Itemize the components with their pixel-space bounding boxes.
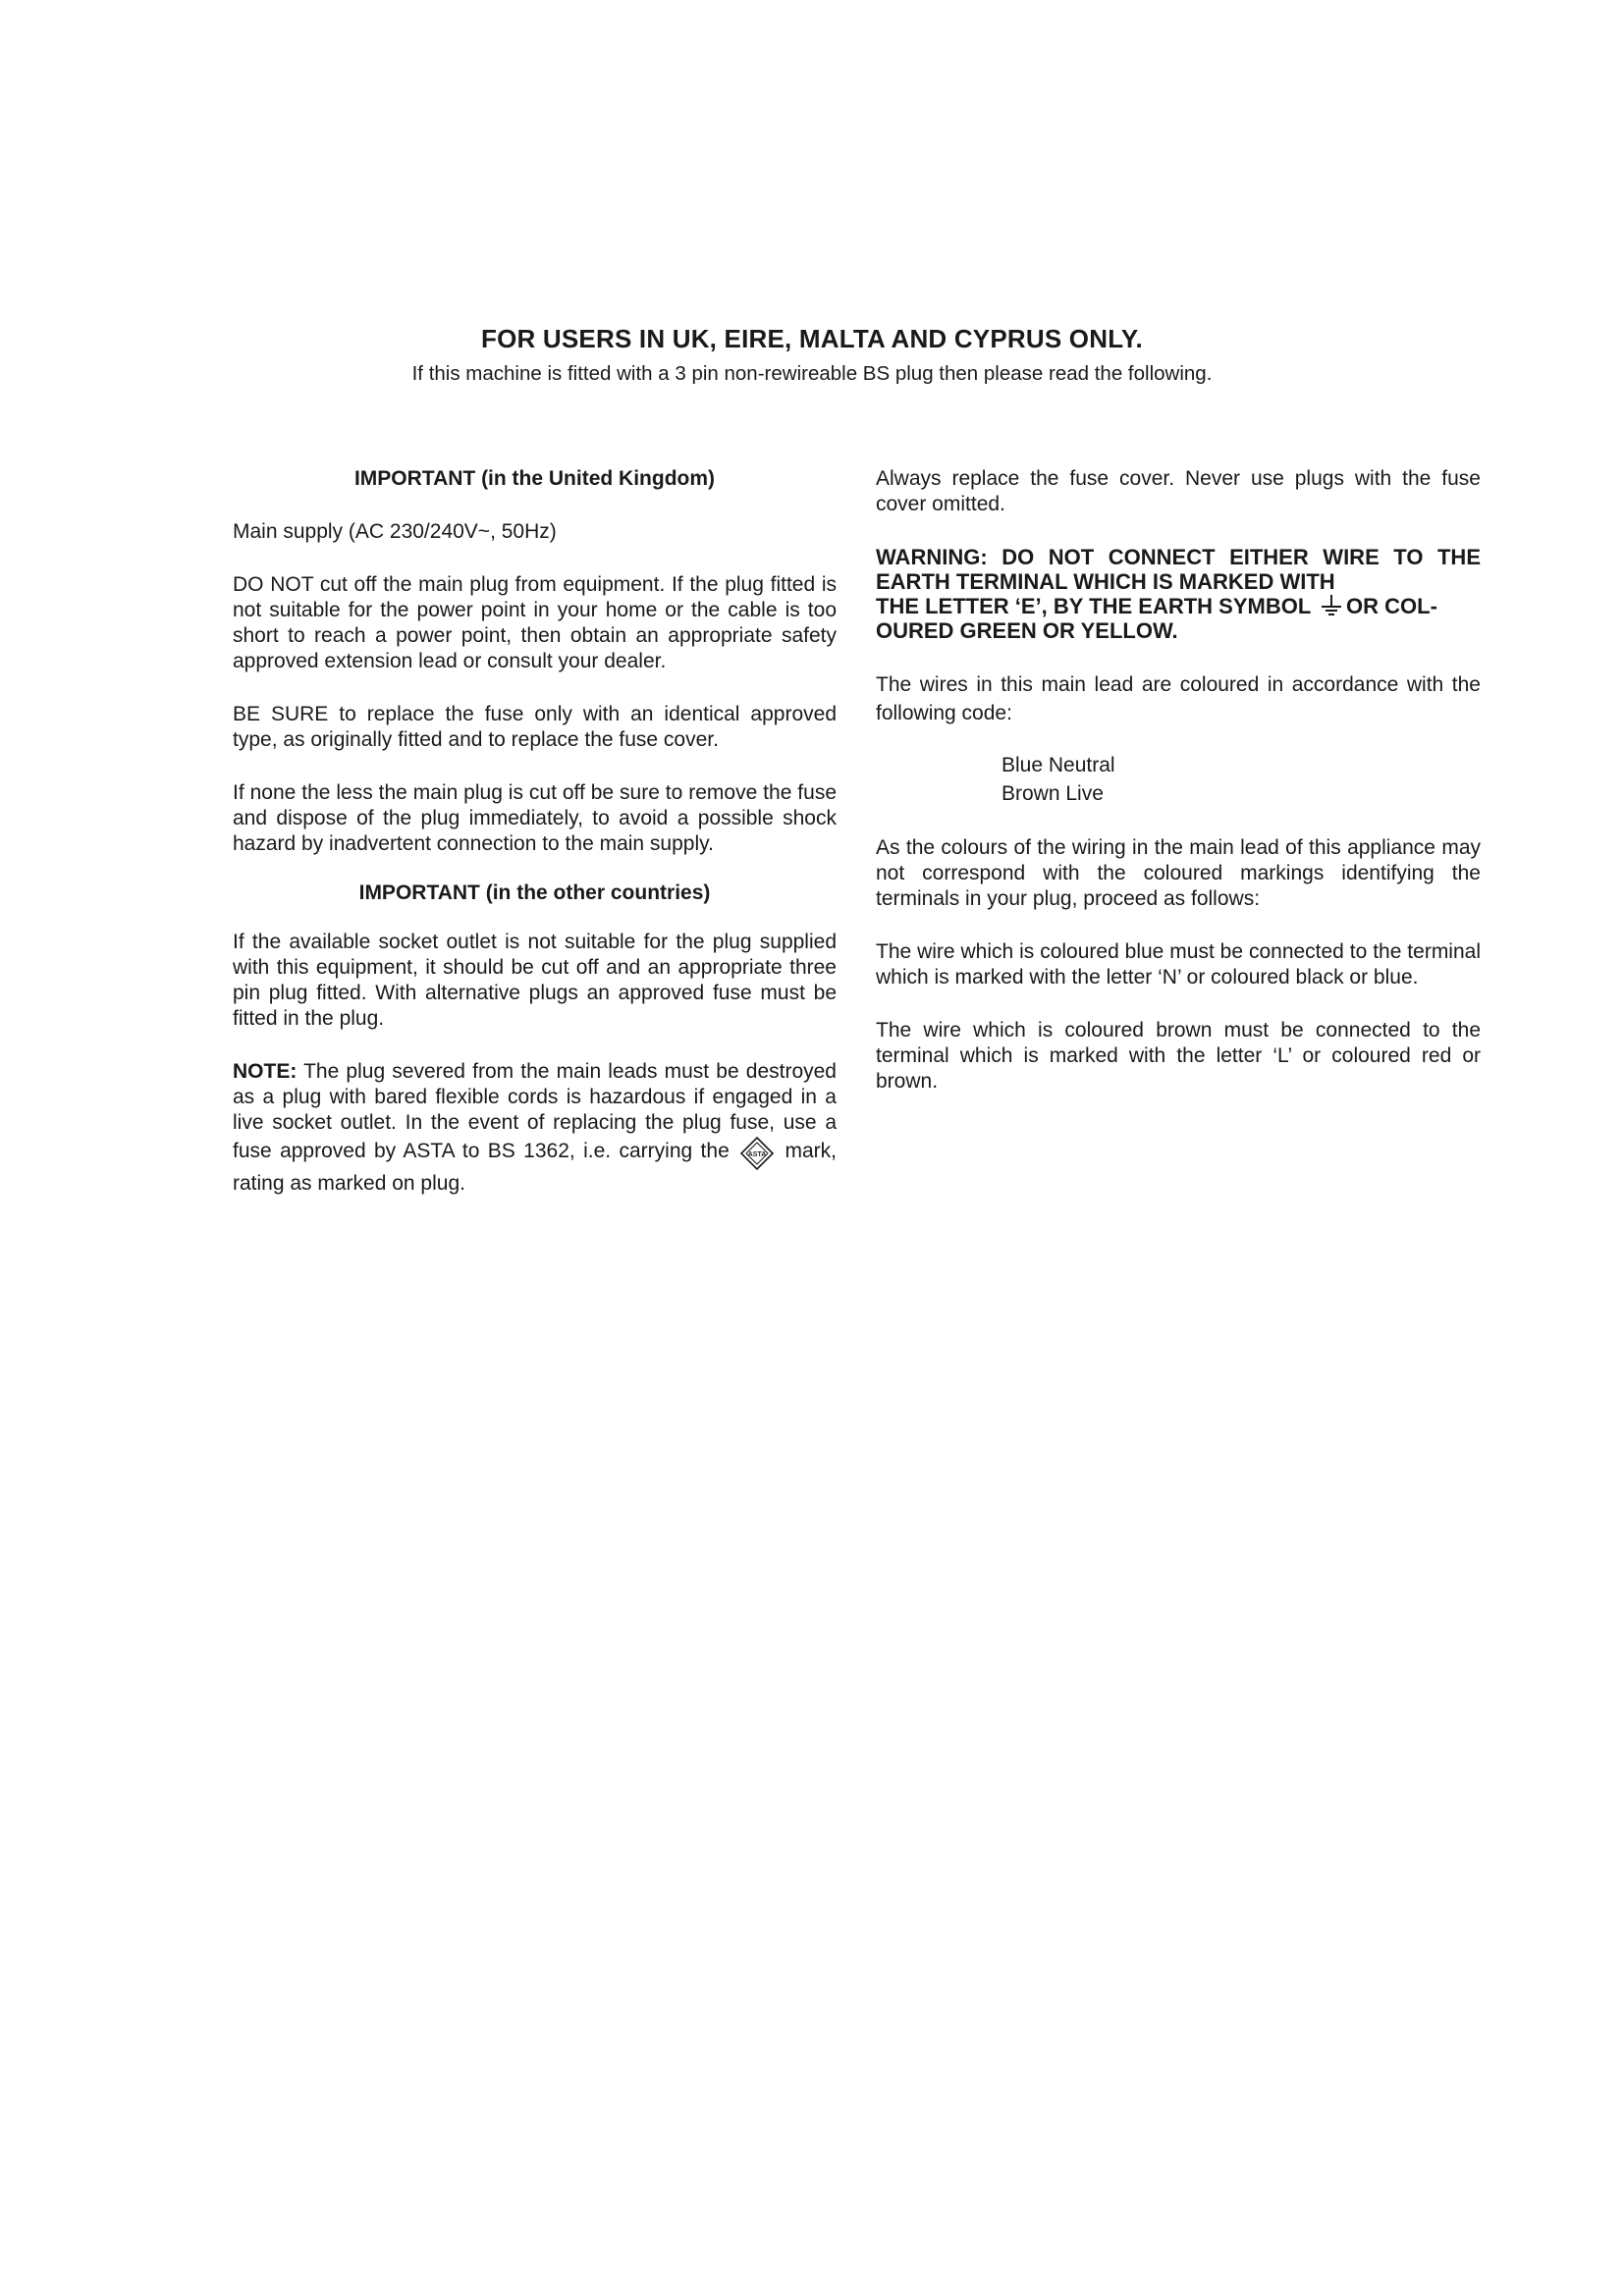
earth-ground-icon (1319, 594, 1344, 617)
right-column (876, 466, 1481, 1095)
wires-coloured-paragraph: The wires in this main lead are coloured in accordance with the following code: (876, 673, 1481, 724)
asta-diamond-icon (739, 1136, 775, 1171)
be-sure-paragraph: BE SURE to replace the fuse only with an identical approved type, as originally fitted and to replace the fuse cover. (233, 703, 837, 751)
page-subtitle: If this machine is fitted with a 3 pin non-rewireable BS plug then please read the following. (411, 362, 1213, 385)
left-column (233, 466, 837, 1197)
do-not-cut-paragraph: DO NOT cut off the main plug from equipment. If the plug fitted is not suitable for the power point in your home or the cable is too short to reach a power point, then obtain an appropriate safety approved extension lead or consult your dealer. (233, 573, 837, 672)
code-blue-neutral: Blue Neutral (1001, 754, 1115, 776)
page-header (0, 324, 1624, 386)
warning-line-1: WARNING: DO NOT CONNECT EITHER WIRE TO THE EARTH TERMINAL WHICH IS MARKED WITH (876, 545, 1481, 594)
if-available-paragraph: If the available socket outlet is not suitable for the plug supplied with this equipment, it should be cut off and an appropriate three pin plug fitted. With alternative plugs an approved fuse must be fitted in the plug. (233, 931, 837, 1030)
always-replace-paragraph: Always replace the fuse cover. Never use plugs with the fuse cover omitted. (876, 467, 1481, 515)
colour-code-list (1001, 751, 1481, 808)
blue-wire-paragraph: The wire which is coloured blue must be connected to the terminal which is marked with the letter ‘N’ or coloured black or blue. (876, 940, 1481, 988)
code-brown-live: Brown Live (1001, 782, 1104, 805)
brown-wire-paragraph: The wire which is coloured brown must be connected to the terminal which is marked with the letter ‘L’ or coloured red or brown. (876, 1019, 1481, 1093)
as-the-colours-paragraph: As the colours of the wiring in the main lead of this appliance may not correspond with the coloured markings identifying the terminals in your plug, proceed as follows: (876, 836, 1481, 910)
warning-block (876, 545, 1481, 643)
page-title: FOR USERS IN UK, EIRE, MALTA AND CYPRUS ONLY. (481, 324, 1143, 353)
heading-uk: IMPORTANT (in the United Kingdom) (353, 467, 716, 490)
heading-other-countries: IMPORTANT (in the other countries) (358, 881, 711, 904)
warning-line-3: OR COL-OURED GREEN OR YELLOW. (876, 594, 1437, 643)
asta-mark-text: ASTA (747, 1151, 767, 1158)
if-none-paragraph: If none the less the main plug is cut off be sure to remove the fuse and dispose of the plug immediately, to avoid a possible shock hazard by inadvertent connection to the main supply. (233, 781, 837, 855)
note-text-2: mark, rating as marked on plug. (233, 1140, 837, 1195)
note-text-1: The plug severed from the main leads must be destroyed as a plug with bared flexible cords is hazardous if engaged in a live socket outlet. In the event of replacing the plug fuse, use a fuse approved by ASTA to BS 1362, i.e. carrying the (233, 1060, 837, 1162)
note-label: NOTE: (233, 1060, 298, 1083)
warning-line-2 (876, 594, 1481, 643)
main-supply-text: Main supply (AC 230/240V~, 50Hz) (233, 520, 557, 543)
note-paragraph (233, 1059, 837, 1197)
warning-line-2-text: THE LETTER ‘E’, BY THE EARTH SYMBOL (876, 594, 1311, 618)
